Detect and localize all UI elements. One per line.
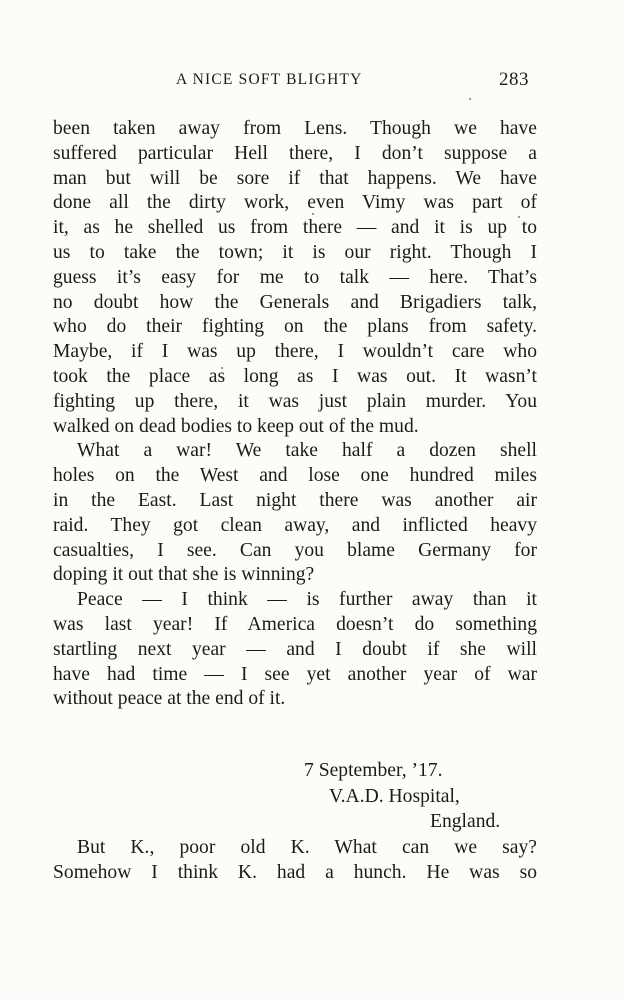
text-line: holes on the West and lose one hundred miles (53, 465, 537, 487)
text-line: man but will be sore if that happens. We have (53, 167, 537, 189)
text-line: have had time — I see yet another year of war (53, 663, 537, 685)
text-line: in the East. Last night there was another air (53, 489, 537, 511)
text-line: startling next year — and I doubt if she will (53, 638, 537, 660)
text-line: without peace at the end of it. (53, 688, 286, 710)
paragraph-first-line: What a war! We take half a dozen shell (77, 440, 537, 462)
text-line: doping it out that she is winning? (53, 564, 315, 586)
text-line: done all the dirty work, even Vimy was part of (53, 192, 537, 214)
running-head (0, 71, 625, 97)
page-number: 283 (499, 69, 529, 90)
text-line: Somehow I think K. had a hunch. He was so (53, 861, 537, 883)
text-line: us to take the town; it is our right. Though I (53, 241, 537, 263)
text-line: took the place as long as I was out. It wasn’t (53, 365, 537, 387)
text-line: no doubt how the Generals and Brigadiers talk, (53, 291, 537, 313)
text-line: was last year! If America doesn’t do something (53, 613, 537, 635)
paragraph-first-line: But K., poor old K. What can we say? (77, 837, 537, 858)
body-text (53, 117, 537, 712)
dateline-country: England. (430, 811, 501, 832)
text-line: it, as he shelled us from there — and it is up to (53, 217, 537, 239)
running-title: A NICE SOFT BLIGHTY (176, 71, 363, 88)
letter-body-text (53, 836, 537, 886)
text-line: walked on dead bodies to keep out of the mud. (53, 415, 419, 437)
text-line: fighting up there, it was just plain murder. You (53, 390, 537, 412)
dateline-place: V.A.D. Hospital, (329, 785, 460, 807)
dateline-date: 7 September, ’17. (304, 760, 443, 781)
text-line: who do their fighting on the plans from safety. (53, 316, 537, 338)
paper-speck (469, 98, 471, 100)
text-line: guess it’s easy for me to talk — here. That’s (53, 266, 537, 288)
text-line: raid. They got clean away, and inflicted heavy (53, 514, 537, 536)
text-line: casualties, I see. Can you blame Germany for (53, 539, 537, 561)
text-line: been taken away from Lens. Though we have (53, 118, 537, 139)
text-line: Maybe, if I was up there, I wouldn’t care who (53, 341, 537, 363)
text-line: suffered particular Hell there, I don’t suppose a (53, 142, 537, 164)
paragraph-first-line: Peace — I think — is further away than it (77, 589, 537, 611)
